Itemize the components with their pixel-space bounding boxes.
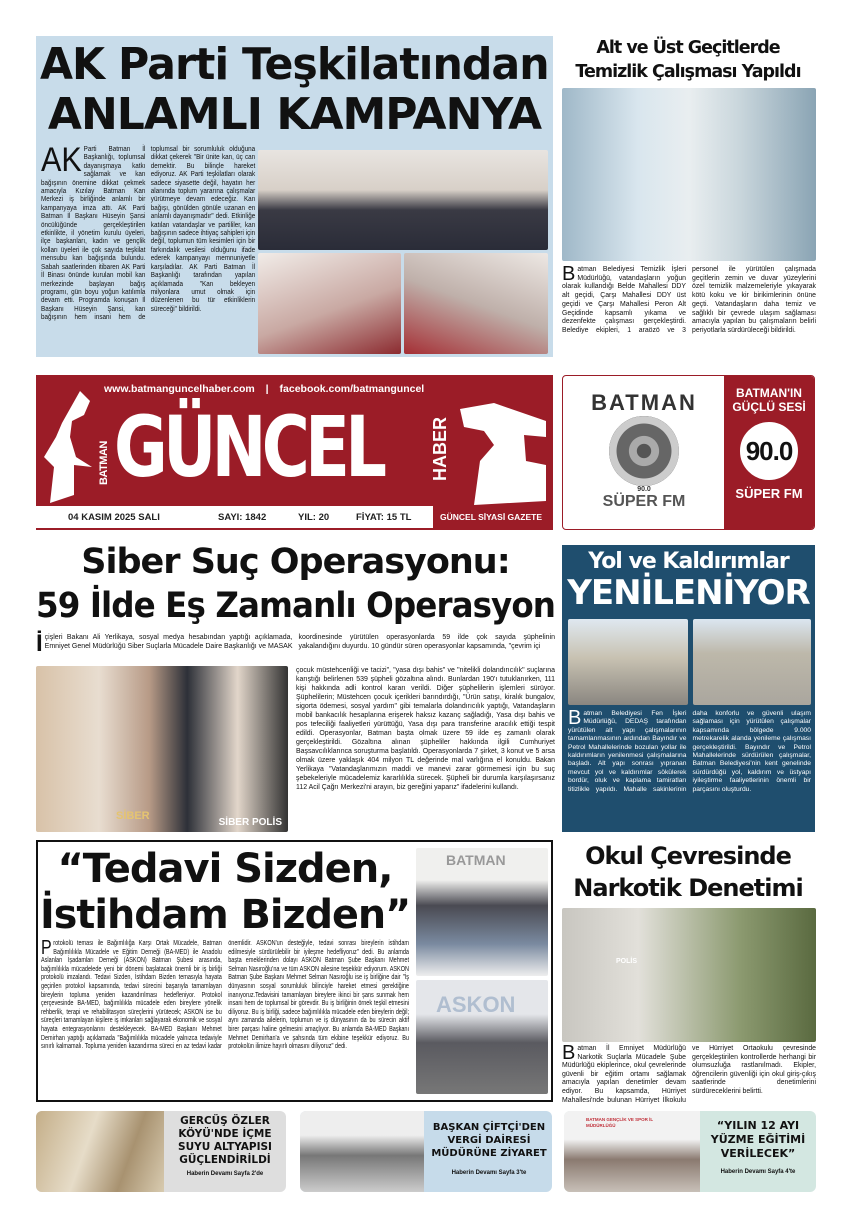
tagline: GÜNCEL SİYASİ GAZETE [440,512,543,522]
article-body: çocuk müstehcenliği ve tacizi", "yasa dışı bahis" ve "nitelikli dolandırıcılık" suçlarına karıştığı belirlenen 539 şüpheli gözaltına alındı. Bunlardan 190'ı tutuklanırken, 111 kişi hakkında adli kontrol kararı verildi. Diğer şüphelilerin işlemleri sürüyor. Şüphelilerin; Müstehcen çocuk içerikleri barındırdığı, "Ürün satışı, kiralık bungalov, sigorta ödemesi, sosyal yardım" gibi temalarla dolandırıcılık yaptığı, Vatandaşların mobil bankacılık hesaplarına erişerek haksız kazanç sağladığı, Yasa dışı bahis ve pos tefeciliği faaliyetleri yürüttüğü, Yasa dışı para transferine aracılık ettiği tespit edildi. Operasyonlar, Batman başta olmak üzere 59 ilde eş zamanlı olarak gerçekleştirildi. Gözaltına alınan şüpheliler hakkında ilgili Cumhuriyet Başsavcılıklarınca soruşturma başlatıldı. Operasyonlarda 7 şirket, 3 konut ve 5 arsa olmak üzere yaklaşık 404 milyon TL değerinde mal varlığına el konuldu. Bakan Yerlikaya "Vatandaşlarımızın maddi ve manevi zarar görmemesi için bu suç şebekeleriyle mücadelemiz kararlılıkla sürecek. Şüpheli bir durumla karşılaşırsanız 112 Acil Çağrı Merkezi'ni arayın, biz gereğini yaparız" ifadelerini kullandı. [296,667,555,791]
facebook-link[interactable]: facebook.com/batmanguncel [279,383,425,395]
super-fm-logo: BATMAN 90.0 SÜPER FM [591,390,697,510]
logo-batman: BATMAN [98,441,110,485]
story-okul [560,840,816,1102]
photo-police: SİBER SİBER POLİS [36,666,288,832]
photo-road-1 [568,619,688,705]
headline: AK Parti Teşkilatından ANLAMLI KAMPANYA [40,39,549,140]
article-body: AK Parti Batman İl Başkanlığı, toplumsal dayanışmaya katkı sağlamak ve kan bağışının önemine dikkat çekmek amacıyla Kızılay Batman Kan Merkezi iş birliğinde anlamlı bir kampanyaya imza attı. AK Parti Batman İl Başkanı Hüseyin Şansi öncülüğünde gerçekleştirilen etkinlikte, il yönetim kurulu üyeleri, ilçe başkanları, kadın ve gençlik kolları üyeleri ile çok sayıda teşkilat mensubu kan bağışında bulundu. Sabah saatlerinden itibaren AK Parti İl Binası önünde kurulan mobil kan merkezinde başlayan bağış programı, gün boyu yoğun katılımla devam etti. Programda konuşan İl Başkanı Hüseyin Şansi, kan bağışının hem insani hem de toplumsal bir sorumluluk olduğuna dikkat çekerek "Bir ünite kan, üç can demektir. Bu bilinçle hareket ediyoruz. AK Parti teşkilatları olarak sadece siyasette değil, hayatın her alanında toplum yararına çalışmalar yürütmeye devam edeceğiz. Kan bağışı, gönülden gönüle uzanan en anlamlı dayanışmadır" dedi. Etkinliğe katılan vatandaşlar ve partililer, kan bağışının sadece ihtiyaç sahipleri için değil, toplumun tüm kesimleri için bir farkındalık vesilesi olduğunu ifade ederek kampanyayı memnuniyetle karşıladılar. AK Parti Batman İl Başkanlığı tarafından yapılan açıklamada "Kan bekleyen milyonlara umut olmak için düzenlenen bu tür etkinliklerin süreceği" bildirildi. [41,141,256,322]
article-intro: İçişleri Bakanı Ali Yerlikaya, sosyal medya hesabından yaptığı açıklamada, Emniyet Genel Müdürlüğü Siber Suçlarla Mücadele Daire Başkanlığı ve MASAK koordinesinde yürütülen operasyonlarda 59 ilde çok sayıda şüphelinin yakalandığını duyurdu. 10 gündür süren operasyonlar kapsamında, "çevrim içi [36,630,555,657]
radio-ad [562,375,815,530]
article-body: Batman İl Emniyet Müdürlüğü Narkotik Suçlarla Mücadele Şube Müdürlüğü ekiplerince, okul çevrelerinde güvenli bir eğitim ortamı sağlamak amacıyla yapılan denetimler devam ediyor. Bu kapsamda, Hürriyet Mahallesi'nde bulunan Hürriyet İlkokulu ve Hürriyet Ortaokulu çevresinde gerçekleştirilen kontrollerde herhangi bir olumsuzluğa rastlanılmadı. Ekipler, öğrencilerin güvenliği için okul giriş-çıkış saatlerinde denetimlerini sürdüreceklerini belirtti. [562,1042,816,1104]
teaser-photo [36,1111,164,1192]
story-gecit [560,36,816,370]
oil-pump-icon [454,401,550,511]
photo-signing: BATMAN [416,848,548,976]
headline: Yol ve Kaldırımlar YENİLENİYOR [567,549,810,613]
teaser-photo [300,1111,424,1192]
photo-police-school: POLİS [562,908,816,1042]
headline: Okul Çevresinde Narkotik Denetimi [573,842,803,902]
logo-guncel: GÜNCEL [114,398,383,496]
logo-haber: HABER [430,416,450,481]
photo-group-askon: ASKON [416,980,548,1094]
teaser-photo: BATMAN GENÇLİK VE SPOR İL MÜDÜRLÜĞÜ [564,1111,700,1192]
story-siber [36,540,555,835]
masthead-links: www.batmanguncelhaber.com | facebook.com/batmanguncel [104,383,425,395]
headline: Alt ve Üst Geçitlerde Temizlik Çalışması Yapıldı [575,38,801,82]
teaser-2[interactable]: BAŞKAN ÇİFTÇİ'DEN VERGİ DAİRESİ MÜDÜRÜNE ZİYARET Haberin Devamı Sayfa 3'te [300,1111,552,1192]
speaker-icon [609,416,679,486]
story-yol [562,545,815,832]
photo-donation-1 [258,253,401,354]
photo-donation-2 [404,253,548,354]
statue-logo-icon [40,387,100,507]
website-link[interactable]: www.batmanguncelhaber.com [104,383,255,395]
article-body: Batman Belediyesi Fen İşleri Müdürlüğü, DEDAŞ tarafından yürütülen alt yapı çalışmalarının tamamlanmasının ardından Bayındır ve Petrol Mahallelerinde bozulan yollar ile kaldırımların yenilenmesi çalışmalarına başladı. Alt yapı sonrası yıpranan mevcut yol ve kaldırımlar sökülerek bordür, oluk ve kaplama tamiratları titizlikle yapıldı. Mahalle sakinlerinin daha konforlu ve güvenli ulaşım sağlaması için yürütülen çalışmalar kapsamında bölgede 9.000 metrekarelik alanda yenileme çalışması gerçekleştirildi. Bayındır ve Petrol Mahallelerinde sürdürülen çalışmalar, Batman Belediyesi'nin kent genelinde sürdürdüğü yol, kaldırım ve üstyapı iyileştirme faaliyetlerinin önemli bir parçasını oluşturdu. [568,707,811,793]
photo-road-2 [693,619,811,705]
headline: Siber Suç Operasyonu: 59 İlde Eş Zamanlı Operasyon [36,542,556,626]
frequency-badge: 90.0 [740,422,798,480]
photo-group [258,150,548,250]
masthead [36,375,553,530]
story-tedavi [36,840,553,1102]
story-akparti [36,36,553,357]
teaser-1[interactable]: GERCÜŞ ÖZLER KÖYÜ'NDE İÇME SUYU ALTYAPISI GÜÇLENDİRİLDİ Haberin Devamı Sayfa 2'de [36,1111,286,1192]
teaser-3[interactable]: BATMAN GENÇLİK VE SPOR İL MÜDÜRLÜĞÜ “YILIN 12 AYI YÜZME EĞİTİMİ VERİLECEK” Haberin Devamı Sayfa 4'te [564,1111,816,1192]
radio-panel: BATMAN'IN GÜÇLÜ SESİ 90.0 SÜPER FM [724,376,814,530]
date-bar: 04 KASIM 2025 SALI SAYI: 1842 YIL: 20 FİYAT: 15 TL [36,506,433,528]
photo-underpass [562,88,816,261]
article-body: Batman Belediyesi Temizlik İşleri Müdürlüğü, vatandaşların yoğun olarak kullandığı Belde Mahallesi DDY alt geçidi, Çarşı Mahallesi DDY üst geçidi ve Çarşı Mahallesi Peron Alt Geçidinde kapsamlı yıkama ve dezenfekte çalışması gerçekleştirdi. Belediye ekipleri, 1 araözö ve 3 personel ile yürütülen çalışmada geçitlerin zemin ve duvar yüzeylerini özel temizlik malzemeleriyle yıkayarak kötü koku ve kir birikimlerinin önüne geçti. Vatandaşların daha temiz ve sağlıklı bir çevrede ulaşım sağlaması amacıyla yapılan bu çalışmaların belirli periyotlarla sürdürüleceği bildirildi. [562,263,816,334]
article-body: Protokolü teması ile Bağımlılığa Karşı Ortak Mücadele, Batman Bağımlılıkla Mücadele ve Eğitim Derneği (BA-MED) ile Anadolu Aslanları İşadamları Derneği (ASKON) Batman Şubesi arasında, bağımlılıkla mücadelede yeni bir dönemi başlatacak önemli bir iş birliği protokolü imzalandı. Tedavi Sizden, İstihdam Bizden temasıyla hayata geçirilen protokol kapsamında, tedavi sürecini başarıyla tamamlayan bireylerin topluma yeniden kazandırılması hedefleniyor. Protokol çerçevesinde BA-MED, bağımlılıkla mücadele eden bireylere yönelik rehberlik, terapi ve rehabilitasyon süreçlerini yürütecek; ASKON ise bu süreçleri tamamlayan kişilere iş imkanları sağlayarak ekonomik ve sosyal hayata entegrasyonlarını destekleyecek. BA-MED Başkanı Mehmet Demirhan yaptığı açıklamada "Bağımlılıkla mücadele yalnızca tedaviyle sınırlı kalmamalı. Topluma yeniden kazandırma süreci en az tedavi kadar önemlidir. ASKON'un desteğiyle, tedavi sonrası bireylerin istihdam edilmesiyle sürdürülebilir bir iyileşme hedefliyoruz" dedi. Bu anlamda başta emeklerinden dolayı ASKON Batman Şube Başkanı Mehmet Selman Nasıroğlu'na ve tüm ASKON ailesine teşekkür ediyorum. ASKON Batman Şube Başkanı Mehmet Selman Nasıroğlu ise iş birliğine dair "İş dünyasının sosyal sorumluluk bilinciyle hareket etmesi gerektiğine inanıyoruz.Tedavisini tamamlayan bireylere ikinci bir şans sunmak hem insani hem de toplumsal bir görevdir. Bu iş birliğinin örnek teşkil etmesini diliyoruz. Bu iş birliği, sadece bağımlılıkla mücadele eden bireylerin değil; aynı zamanda ailelerin, toplumun ve iş dünyasının da bu sürecin aktif birer parçası haline gelmesini amaçlıyor. Bu anlamda BA-MED Başkanı Mehmet Demirhan'a ve şahsında tüm ekibine teşekkür ediyoruz. Bu protokolün ilimize hayırlı olmasını diliyoruz" dedi. [41,937,409,1051]
headline: “Tedavi Sizden, İstihdam Bizden” [40,846,411,938]
